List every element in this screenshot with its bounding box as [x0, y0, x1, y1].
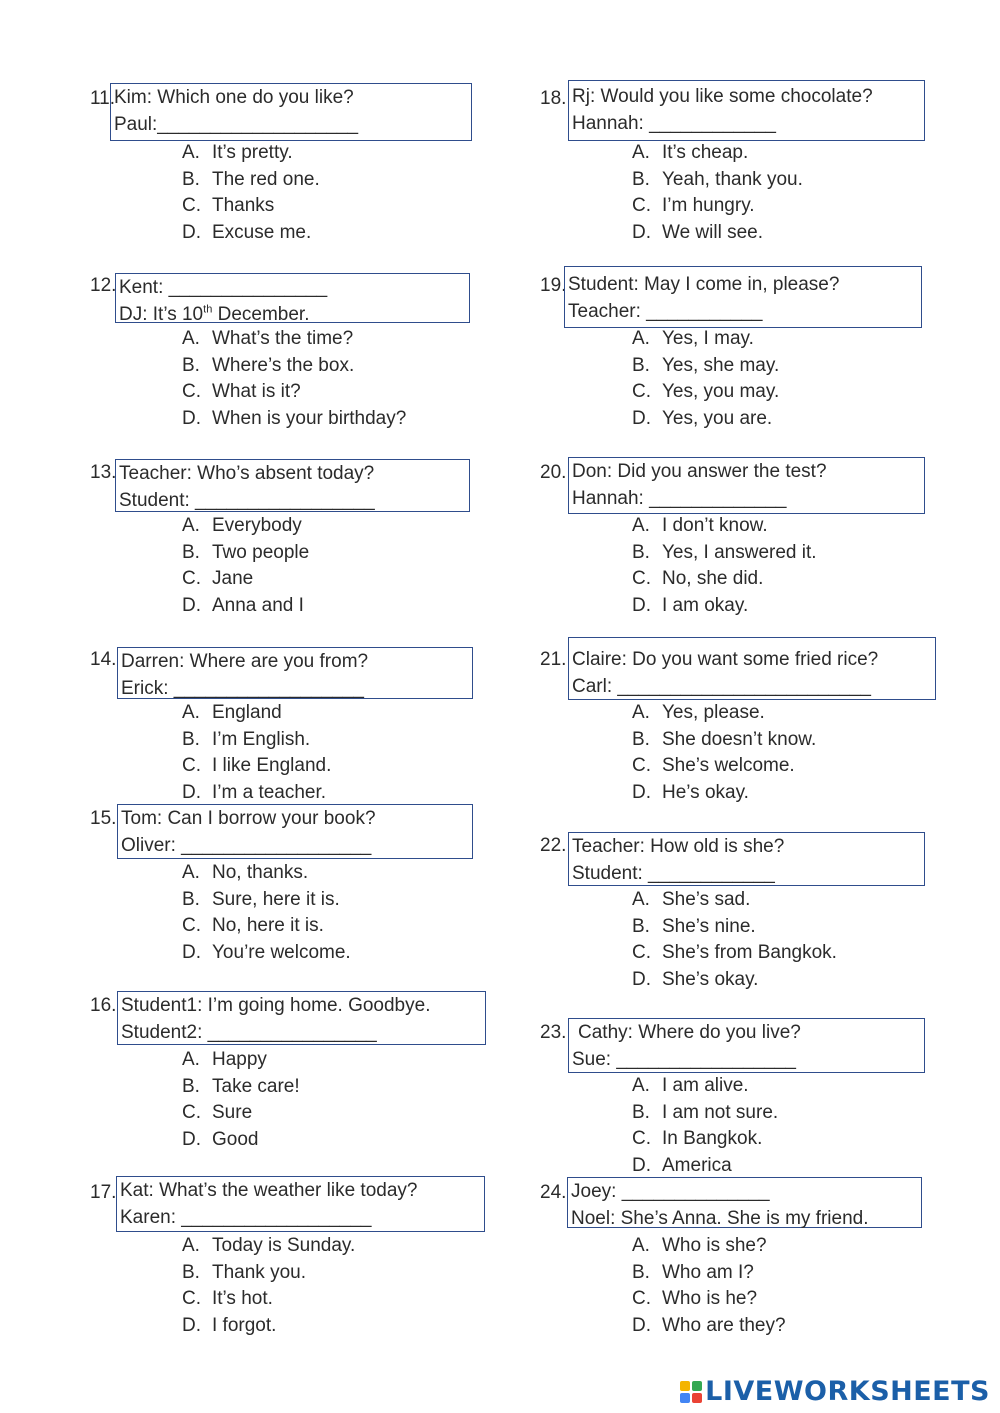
dialogue-line-1: Darren: Where are you from? [121, 651, 369, 672]
option-b[interactable]: B. Two people [182, 541, 310, 563]
question-number: 18. [540, 88, 567, 109]
option-b[interactable]: B. I am not sure. [632, 1101, 779, 1123]
question-number: 23. [540, 1022, 567, 1043]
option-d[interactable]: D. Yes, you are. [632, 408, 773, 430]
option-b[interactable]: B. Yes, she may. [632, 354, 780, 376]
option-a[interactable]: A. Everybody [182, 515, 302, 536]
option-d[interactable]: D. America [632, 1155, 732, 1177]
question-number: 16. [90, 995, 117, 1016]
dialogue-line-1: Cathy: Where do you live? [578, 1022, 801, 1043]
dialogue-box [116, 1176, 485, 1232]
dialogue-line-1: Joey: ______________ [571, 1181, 770, 1202]
dialogue-box [110, 83, 472, 141]
option-a[interactable]: A. Yes, please. [632, 702, 765, 723]
answer-options [632, 326, 779, 433]
option-d[interactable]: D. You’re welcome. [182, 942, 351, 964]
option-b[interactable]: B. Yes, I answered it. [632, 541, 817, 563]
dialogue-box [115, 459, 470, 512]
option-c[interactable]: C. No, here it is. [182, 915, 324, 937]
option-a[interactable]: A. England [182, 702, 282, 723]
option-a[interactable]: A. Yes, I may. [632, 328, 754, 349]
option-a[interactable]: A. It’s cheap. [632, 142, 749, 163]
question-number: 11. [90, 88, 116, 109]
answer-options [632, 1233, 786, 1340]
question-number: 22. [540, 835, 567, 856]
answer-options [632, 887, 837, 994]
question-number: 15. [90, 808, 117, 829]
dialogue-line-2: Hannah: _____________ [572, 487, 787, 509]
dialogue-box [568, 832, 925, 886]
dialogue-line-2: Oliver: __________________ [121, 834, 372, 856]
question-number: 21. [540, 649, 567, 670]
brand-text: LIVEWORKSHEETS [705, 1376, 990, 1407]
option-d[interactable]: D. I’m a teacher. [182, 782, 327, 804]
dialogue-box [117, 804, 473, 859]
answer-options [182, 140, 320, 247]
option-d[interactable]: D. When is your birthday? [182, 408, 407, 430]
answer-options [632, 140, 803, 247]
dialogue-line-2: Noel: She’s Anna. She is my friend. [571, 1207, 869, 1229]
option-a[interactable]: A. She’s sad. [632, 889, 751, 910]
dialogue-line-1: Don: Did you answer the test? [572, 461, 827, 482]
option-a[interactable]: A. Happy [182, 1049, 267, 1070]
dialogue-box [564, 266, 922, 328]
option-b[interactable]: B. She doesn’t know. [632, 728, 817, 750]
dialogue-box [568, 457, 925, 514]
option-b[interactable]: B. I’m English. [182, 728, 311, 750]
dialogue-box [568, 1018, 925, 1073]
answer-options [632, 1073, 778, 1180]
answer-options [182, 860, 351, 967]
option-d[interactable]: D. I am okay. [632, 595, 749, 617]
option-b[interactable]: B. She’s nine. [632, 915, 756, 937]
dialogue-box [568, 637, 936, 700]
option-d[interactable]: D. We will see. [632, 222, 764, 244]
question-number: 14. [90, 649, 117, 670]
option-b[interactable]: B. Yeah, thank you. [632, 168, 803, 190]
option-d[interactable]: D. I forgot. [182, 1315, 277, 1337]
option-b[interactable]: B. Who am I? [632, 1261, 754, 1283]
dialogue-box [568, 80, 925, 141]
option-c[interactable]: C. Thanks [182, 195, 275, 217]
option-b[interactable]: B. Where’s the box. [182, 354, 355, 376]
question-number: 20. [540, 462, 567, 483]
option-a[interactable]: A. No, thanks. [182, 862, 309, 883]
dialogue-line-1: Claire: Do you want some fried rice? [572, 649, 879, 670]
dialogue-line-2: Student: ____________ [572, 862, 775, 884]
answer-options [182, 1047, 300, 1154]
option-c[interactable]: C. I like England. [182, 755, 332, 777]
option-b[interactable]: B. Thank you. [182, 1261, 306, 1283]
question-number: 17. [90, 1182, 117, 1203]
option-b[interactable]: B. Take care! [182, 1075, 300, 1097]
dialogue-box [117, 991, 486, 1045]
dialogue-line-2: Paul:___________________ [114, 113, 359, 135]
dialogue-line-1: Teacher: Who’s absent today? [119, 463, 375, 484]
option-a[interactable]: A. What’s the time? [182, 328, 354, 349]
dialogue-line-2: Teacher: ___________ [568, 300, 763, 322]
dialogue-line-2: Erick: __________________ [121, 677, 364, 699]
option-a[interactable]: A. Who is she? [632, 1235, 767, 1256]
option-d[interactable]: D. She’s okay. [632, 969, 759, 991]
dialogue-line-2: Carl: ________________________ [572, 675, 871, 697]
dialogue-line-1: Kim: Which one do you like? [114, 87, 354, 108]
answer-options [182, 1233, 355, 1340]
option-a[interactable]: A. It’s pretty. [182, 142, 293, 163]
dialogue-box [567, 1177, 922, 1228]
dialogue-line-1: Rj: Would you like some chocolate? [572, 86, 873, 107]
option-d[interactable]: D. Excuse me. [182, 222, 312, 244]
option-c[interactable]: C. It’s hot. [182, 1288, 273, 1310]
dialogue-line-2: Sue: _________________ [572, 1048, 797, 1070]
option-c[interactable]: C. I’m hungry. [632, 195, 755, 217]
option-c[interactable]: C. She’s welcome. [632, 755, 795, 777]
option-d[interactable]: D. Good [182, 1129, 259, 1151]
option-b[interactable]: B. The red one. [182, 168, 320, 190]
option-c[interactable]: C. What is it? [182, 381, 301, 403]
option-c[interactable]: C. She’s from Bangkok. [632, 942, 837, 964]
question-number: 13. [90, 462, 117, 483]
dialogue-line-2: Student: _________________ [119, 489, 375, 511]
answer-options [182, 513, 309, 620]
question-number: 19. [540, 275, 567, 296]
dialogue-line-2: Hannah: ____________ [572, 112, 776, 134]
liveworksheets-logo-icon [679, 1380, 703, 1404]
dialogue-line-1: Teacher: How old is she? [572, 836, 785, 857]
option-c[interactable]: C. In Bangkok. [632, 1128, 763, 1150]
option-a[interactable]: A. Today is Sunday. [182, 1235, 356, 1256]
option-d[interactable]: D. Anna and I [182, 595, 304, 617]
dialogue-box [115, 273, 470, 323]
option-b[interactable]: B. Sure, here it is. [182, 888, 340, 910]
dialogue-line-1: Student1: I’m going home. Goodbye. [121, 995, 431, 1016]
dialogue-line-2: Student2: ________________ [121, 1021, 377, 1043]
option-c[interactable]: C. Sure [182, 1102, 253, 1124]
dialogue-line-2: Karen: __________________ [120, 1206, 372, 1228]
question-number: 12. [90, 275, 117, 296]
option-d[interactable]: D. He’s okay. [632, 782, 749, 804]
option-c[interactable]: C. No, she did. [632, 568, 764, 590]
dialogue-line-1: Kat: What’s the weather like today? [120, 1180, 418, 1201]
answer-options [632, 513, 817, 620]
liveworksheets-logo [679, 1376, 990, 1407]
answer-options [182, 700, 331, 807]
dialogue-line-1: Tom: Can I borrow your book? [121, 808, 376, 829]
question-number: 24. [540, 1182, 567, 1203]
answer-options [632, 700, 816, 807]
dialogue-line-2: DJ: It’s 10th December. [119, 303, 310, 325]
dialogue-box [117, 647, 473, 699]
option-c[interactable]: C. Yes, you may. [632, 381, 780, 403]
option-c[interactable]: C. Who is he? [632, 1288, 758, 1310]
dialogue-line-1: Student: May I come in, please? [568, 274, 840, 295]
option-c[interactable]: C. Jane [182, 568, 254, 590]
answer-options [182, 326, 406, 433]
option-d[interactable]: D. Who are they? [632, 1315, 786, 1337]
option-a[interactable]: A. I don’t know. [632, 515, 768, 536]
option-a[interactable]: A. I am alive. [632, 1075, 749, 1096]
dialogue-line-1: Kent: _______________ [119, 277, 328, 298]
